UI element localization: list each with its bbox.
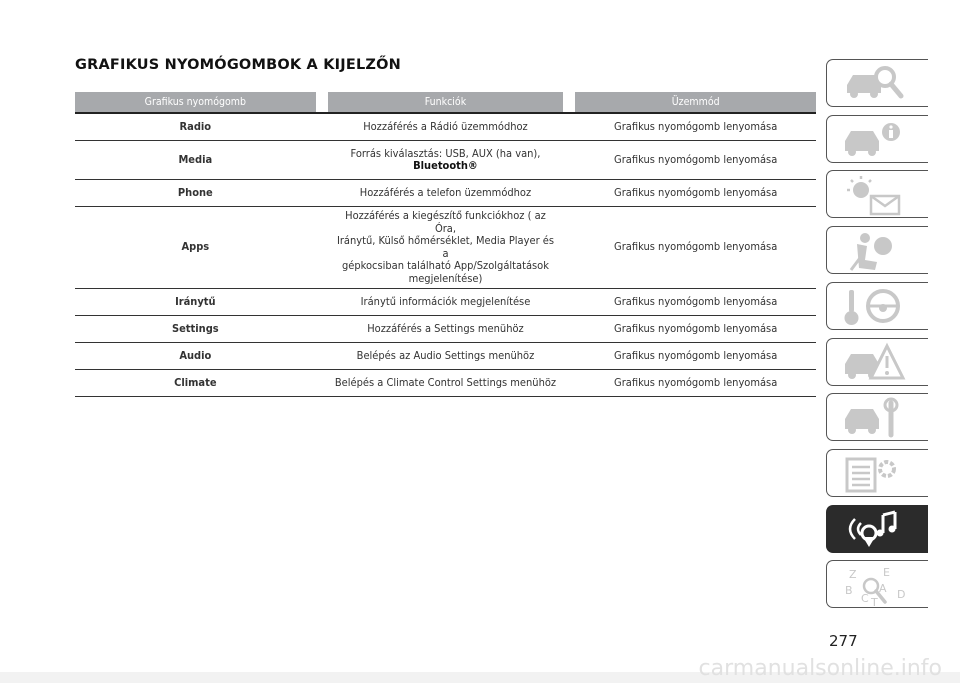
index-letter: T — [871, 596, 878, 606]
col-header-mode: Üzemmód — [575, 92, 816, 114]
tab-index[interactable] — [826, 560, 928, 608]
table-row — [75, 207, 816, 289]
buttons-table — [75, 92, 816, 397]
table-row — [75, 343, 816, 370]
watermark-band — [0, 656, 960, 683]
function-line-bold: Bluetooth® — [413, 159, 478, 172]
index-letter: E — [883, 566, 890, 579]
car-wrench-icon — [841, 397, 911, 439]
table-header-row — [75, 92, 816, 114]
mode-text: Grafikus nyomógomb lenyomása — [575, 316, 816, 343]
mode-text: Grafikus nyomógomb lenyomása — [575, 114, 816, 141]
function-text — [328, 207, 564, 289]
function-text — [328, 141, 564, 180]
table-row — [75, 316, 816, 343]
mode-text: Grafikus nyomógomb lenyomása — [575, 207, 816, 289]
index-letter: C — [861, 592, 869, 605]
tab-multimedia[interactable] — [826, 505, 928, 553]
car-warning-triangle-icon — [841, 342, 911, 384]
multimedia-music-icon — [841, 509, 911, 551]
function-text: Belépés a Climate Control Settings menühöz — [328, 370, 564, 397]
page-number: 277 — [829, 632, 858, 650]
function-text: Belépés az Audio Settings menühöz — [328, 343, 564, 370]
checklist-gear-icon — [841, 453, 911, 495]
tab-airbag[interactable] — [826, 226, 928, 274]
col-header-button: Grafikus nyomógomb — [75, 92, 316, 114]
function-line: Forrás kiválasztás: USB, AUX (ha van), — [350, 146, 541, 160]
button-name: Audio — [75, 343, 316, 370]
tab-car-magnifier[interactable] — [826, 59, 928, 107]
function-text: Hozzáférés a Rádió üzemmódhoz — [328, 114, 564, 141]
index-letter: D — [897, 588, 906, 601]
key-steering-wheel-icon — [841, 286, 911, 328]
index-letters-icon — [841, 564, 911, 606]
function-text: Hozzáférés a Settings menühöz — [328, 316, 564, 343]
airbag-seat-icon — [841, 230, 911, 272]
warning-light-envelope-icon — [841, 174, 911, 216]
car-info-icon — [841, 119, 911, 161]
button-name: Climate — [75, 370, 316, 397]
button-name: Iránytű — [75, 289, 316, 316]
function-line: Iránytű, Külső hőmérséklet, Media Player és a — [336, 234, 555, 260]
index-letter: A — [879, 582, 887, 595]
table-row — [75, 141, 816, 180]
tab-warning-lights[interactable] — [826, 170, 928, 218]
mode-text: Grafikus nyomógomb lenyomása — [575, 370, 816, 397]
table-row — [75, 180, 816, 207]
mode-text: Grafikus nyomógomb lenyomása — [575, 180, 816, 207]
page-title: GRAFIKUS NYOMÓGOMBOK A KIJELZŐN — [75, 57, 401, 73]
button-name: Radio — [75, 114, 316, 141]
index-letter: Z — [849, 568, 857, 581]
function-line: gépkocsiban található App/Szolgáltatások — [342, 259, 549, 272]
function-text: Iránytű információk megjelenítése — [328, 289, 564, 316]
mode-text: Grafikus nyomógomb lenyomása — [575, 343, 816, 370]
function-line: megjelenítése) — [408, 271, 483, 285]
index-letter: B — [845, 584, 853, 597]
function-text: Hozzáférés a telefon üzemmódhoz — [328, 180, 564, 207]
tab-maintenance[interactable] — [826, 393, 928, 441]
tab-car-info[interactable] — [826, 115, 928, 163]
button-name: Phone — [75, 180, 316, 207]
watermark-text: carmanualsonline.info — [698, 656, 942, 681]
col-header-function: Funkciók — [328, 92, 564, 114]
table-row — [75, 289, 816, 316]
tab-technical-data[interactable] — [826, 449, 928, 497]
mode-text: Grafikus nyomógomb lenyomása — [575, 289, 816, 316]
tab-starting[interactable] — [826, 282, 928, 330]
button-name: Media — [75, 141, 316, 180]
table-row — [75, 370, 816, 397]
mode-text: Grafikus nyomógomb lenyomása — [575, 141, 816, 180]
tab-emergency[interactable] — [826, 338, 928, 386]
table-row — [75, 114, 816, 141]
function-line: Hozzáférés a kiegészítő funkciókhoz ( az Óra, — [345, 209, 546, 235]
car-magnifier-icon — [841, 63, 911, 105]
button-name: Apps — [75, 207, 316, 289]
button-name: Settings — [75, 316, 316, 343]
